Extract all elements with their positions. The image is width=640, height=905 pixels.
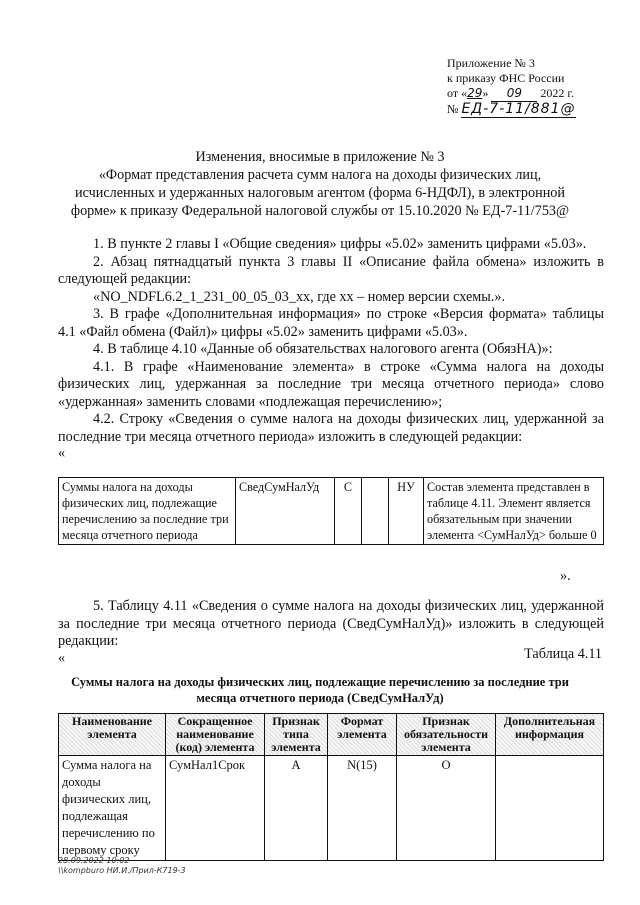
table-4-11 bbox=[58, 713, 604, 861]
column-header: Формат элемента bbox=[328, 714, 397, 756]
document-title bbox=[40, 148, 600, 220]
caption-line2: месяца отчетного периода (СведСумНалУд) bbox=[196, 691, 444, 705]
table-cell: Суммы налога на доходы физических лиц, подлежащие перечислению за последние три месяца отчетного периода bbox=[59, 478, 236, 545]
paragraph-8: 5. Таблицу 4.11 «Сведения о сумме налога на доходы физических лиц, удержанной за последние три месяца отчетного периода (СведСумНалУд)» изложить в следующей редакции: bbox=[58, 598, 604, 649]
header-date-day: 29 bbox=[467, 86, 483, 100]
paragraph-5: 4. В таблице 4.10 «Данные об обязательствах налогового агента (ОбязНА)»: bbox=[93, 341, 553, 357]
header-line1: Приложение № 3 bbox=[447, 56, 535, 70]
table-cell: N(15) bbox=[328, 756, 397, 861]
table-cell: О bbox=[397, 756, 496, 861]
table-cell bbox=[362, 478, 389, 545]
table-caption bbox=[40, 674, 600, 706]
paragraph-4: 3. В графе «Дополнительная информация» по строке «Версия формата» таблицы 4.1 «Файл обмена (Файл)» цифры «5.02» заменить цифрами «5.03». bbox=[58, 306, 604, 340]
header-date-month: 09 bbox=[491, 86, 537, 102]
table-row bbox=[59, 478, 604, 545]
document-body-2 bbox=[58, 598, 604, 651]
title-line4: форме» к приказу Федеральной налоговой службы от 15.10.2020 № ЕД-7-11/753@ bbox=[70, 203, 570, 219]
title-line3: исчисленных и удержанных налоговым агентом (форма 6-НДФЛ), в электронной bbox=[75, 185, 565, 201]
print-footer bbox=[58, 856, 186, 876]
open-quote-1: « bbox=[58, 445, 66, 461]
table-cell bbox=[496, 756, 604, 861]
approval-header bbox=[447, 56, 576, 117]
document-body bbox=[58, 236, 604, 460]
paragraph-1: 1. В пункте 2 главы I «Общие сведения» цифры «5.02» заменить цифрами «5.03». bbox=[93, 236, 587, 252]
table-label: Таблица 4.11 bbox=[524, 646, 602, 662]
table-header-row bbox=[59, 714, 604, 756]
paragraph-6: 4.1. В графе «Наименование элемента» в строке «Сумма налога на доходы физических лиц, удержанная за последние три месяца отчетного периода» слово «удержанная» заменить словами «подлежащая перечислению»; bbox=[58, 358, 604, 410]
table-cell: С bbox=[335, 478, 362, 545]
title-line2: «Формат представления расчета сумм налога на доходы физических лиц, bbox=[98, 167, 542, 183]
title-line1: Изменения, вносимые в приложение № 3 bbox=[195, 149, 445, 165]
header-line4 bbox=[447, 102, 576, 117]
column-header: Признак типа элемента bbox=[265, 714, 328, 756]
table-cell: Состав элемента представлен в таблице 4.11. Элемент является обязательным при значении элемента <СумНалУд> больше 0 bbox=[424, 478, 604, 545]
column-header: Дополнительная информация bbox=[496, 714, 604, 756]
table-cell: Сумма налога на доходы физических лиц, подлежащая перечислению по первому сроку bbox=[59, 756, 166, 861]
open-quote-2: « bbox=[58, 650, 66, 666]
table-cell: СумНал1Срок bbox=[166, 756, 265, 861]
close-quote-1: ». bbox=[560, 568, 571, 584]
column-header: Наименование элемента bbox=[59, 714, 166, 756]
header-date-prefix: от « bbox=[447, 86, 468, 100]
table-cell: СведСумНалУд bbox=[236, 478, 335, 545]
footer-line2: \\kompburo НИ.И./Прил-К719-3 bbox=[58, 866, 186, 875]
table-row bbox=[59, 756, 604, 861]
paragraph-2: 2. Абзац пятнадцатый пункта 3 главы II «Описание файла обмена» изложить в следующей редакции: bbox=[58, 253, 604, 287]
table-cell: НУ bbox=[389, 478, 424, 545]
header-number: ЕД-7-11/881@ bbox=[461, 101, 576, 117]
header-date-year: 2022 г. bbox=[540, 86, 574, 100]
table-cell: А bbox=[265, 756, 328, 861]
footer-line1: 28.09.2022 10:02 bbox=[58, 856, 130, 865]
column-header: Сокращенное наименование (код) элемента bbox=[166, 714, 265, 756]
column-header: Признак обязательности элемента bbox=[397, 714, 496, 756]
header-line2: к приказу ФНС России bbox=[447, 71, 565, 85]
paragraph-3: «NO_NDFL6.2_1_231_00_05_03_xx, где xx – номер версии схемы.». bbox=[93, 288, 506, 305]
header-date-mid: » bbox=[482, 86, 489, 100]
header-line3 bbox=[447, 86, 576, 102]
header-number-prefix: № bbox=[447, 102, 459, 116]
caption-line1: Суммы налога на доходы физических лиц, подлежащие перечислению за последние три bbox=[71, 675, 569, 689]
paragraph-7: 4.2. Строку «Сведения о сумме налога на доходы физических лиц, удержанной за последние три месяца отчетного периода» изложить в следующей редакции: bbox=[58, 411, 604, 445]
replacement-row-table bbox=[58, 477, 604, 545]
